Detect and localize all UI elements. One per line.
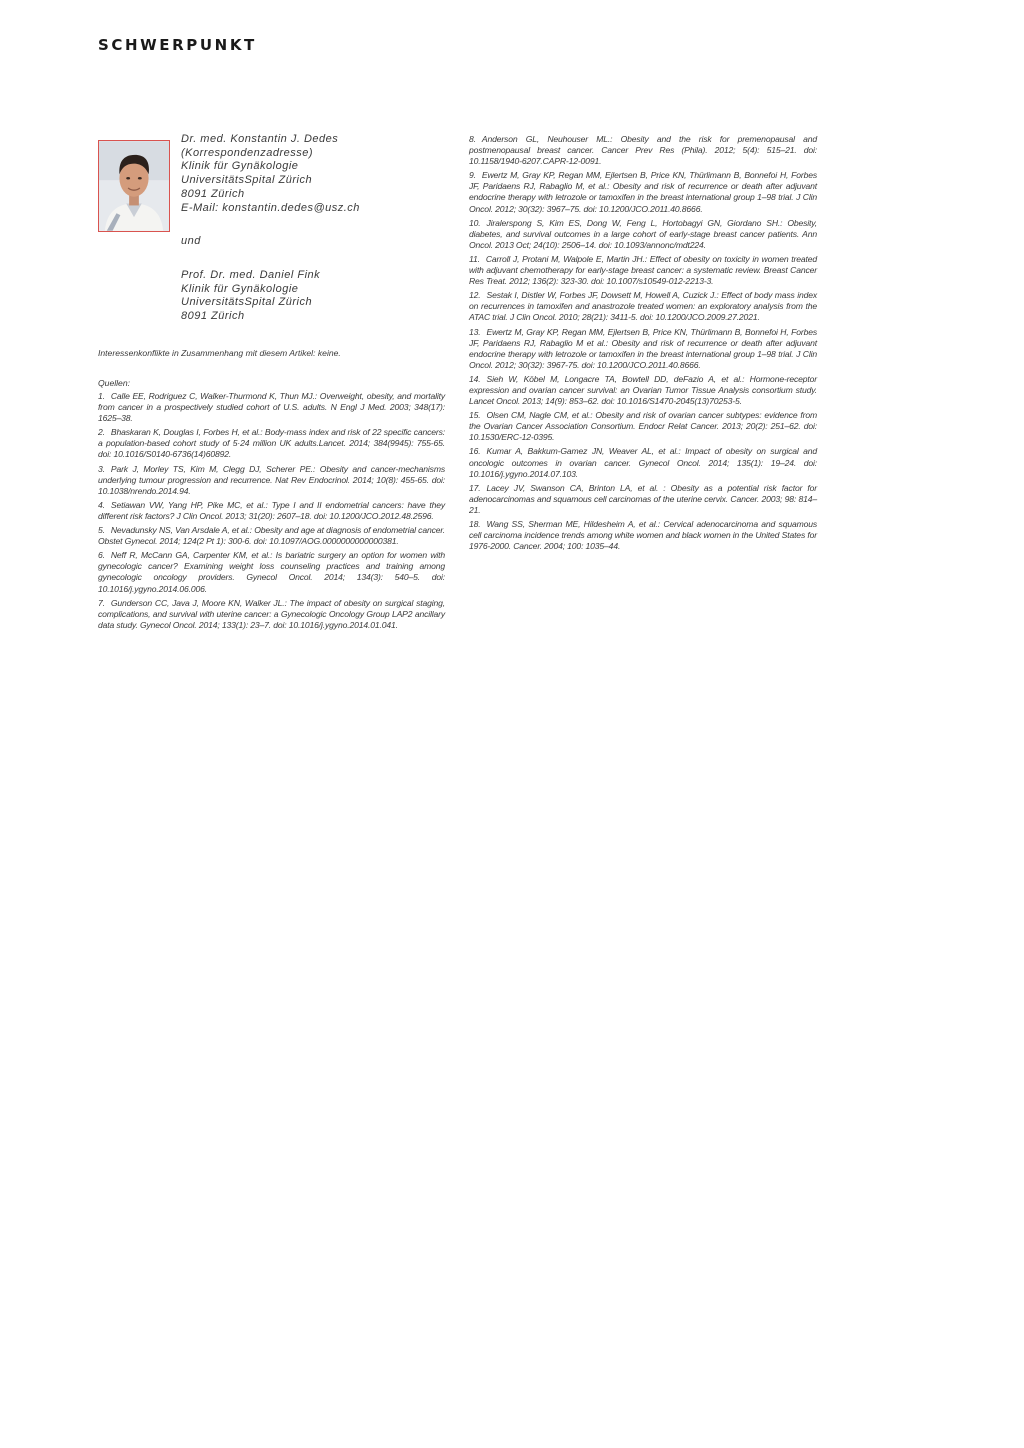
conjunction: und bbox=[181, 235, 201, 248]
reference-number: 3. bbox=[98, 463, 105, 474]
reference-text: Jiralerspong S, Kim ES, Dong W, Feng L, Hortobagyi GN, Giordano SH.: Obesity, diabetes, and survival outcomes in a large cohort of early-stage breast cancer patients. Ann Oncol. 2013 Oct; 24(10): 2506–14. doi: 10.1093/annonc/mdt224. bbox=[469, 217, 817, 250]
references-right-column bbox=[469, 134, 817, 555]
reference-text: Sieh W, Köbel M, Longacre TA, Bowtell DD, deFazio A, et al.: Hormone-receptor expression and ovarian cancer survival: an Ovarian Tumor Tissue Analysis consortium study. Lancet Oncol. 2013; 14(9): 853–62. doi: 10.1016/S1470-2045(13)70253-5. bbox=[469, 373, 817, 407]
reference-item bbox=[469, 254, 817, 287]
reference-item bbox=[469, 519, 817, 552]
reference-text: Sestak I, Distler W, Forbes JF, Dowsett M, Howell A, Cuzick J.: Effect of body mass index on recurrences in tamoxifen and anastrozole treated women: an exploratory analysis from the ATAC trial. J Clin Oncol. 2010; 28(21): 3411-5. doi: 10.1200/JCO.2009.27.2021. bbox=[469, 290, 817, 323]
reference-item bbox=[98, 598, 445, 631]
reference-number: 5. bbox=[98, 525, 105, 536]
reference-number: 18. bbox=[469, 519, 481, 529]
reference-item bbox=[469, 374, 817, 407]
reference-text: Wang SS, Sherman ME, Hildesheim A, et al.: Cervical adenocarcinoma and squamous cell carcinoma incidence trends among white women and black women in the United States for 1976-2000. Cancer. 2004; 100: 1035–44. bbox=[469, 519, 817, 552]
reference-item bbox=[469, 327, 817, 371]
reference-item bbox=[469, 134, 817, 167]
reference-number: 10. bbox=[469, 217, 481, 228]
section-header: SCHWERPUNKT bbox=[98, 36, 257, 54]
reference-item bbox=[98, 391, 445, 424]
reference-text: Setiawan VW, Yang HP, Pike MC, et al.: Type I and II endometrial cancers: have they different risk factors? J Clin Oncol. 2013; 31(20): 2607–18. doi: 10.1200/JCO.2012.48.2596. bbox=[98, 499, 445, 521]
author-block bbox=[181, 133, 451, 324]
author1-line: (Korrespondenzadresse) bbox=[181, 146, 314, 159]
reference-text: Olsen CM, Nagle CM, et al.: Obesity and risk of ovarian cancer subtypes: evidence from the Ovarian Cancer Association Consortium. Endocr Relat Cancer. 2013; 20(2): 251–62. doi: 10.1530/ERC-12-0395. bbox=[469, 410, 817, 443]
reference-number: 8. bbox=[469, 134, 476, 144]
reference-number: 4. bbox=[98, 499, 105, 510]
references-left-column bbox=[98, 378, 445, 634]
reference-item bbox=[98, 550, 445, 594]
reference-number: 1. bbox=[98, 391, 105, 401]
reference-text: Ewertz M, Gray KP, Regan MM, Ejlertsen B, Price KN, Thürlimann B, Bonnefoi H, Forbes JF, Paridaens RJ, Rabaglio M et al.: Obesity and risk of recurrence or death after adjuvant endocrine therapy with letrozole or tamoxifen in the breast international group 1–98 trial. J Clin Oncol. 2012; 30(32): 3967-75. doi: 10.1200/JCO.2011.40.8666. bbox=[469, 326, 817, 370]
reference-number: 6. bbox=[98, 550, 105, 561]
portrait-image bbox=[99, 141, 169, 231]
author-photo bbox=[98, 140, 170, 232]
conflict-of-interest: Interessenkonflikte in Zusammenhang mit diesem Artikel: keine. bbox=[98, 348, 341, 358]
reference-item bbox=[469, 410, 817, 443]
reference-text: Ewertz M, Gray KP, Regan MM, Ejlertsen B, Price KN, Thürlimann B, Bonnefoi H, Forbes JF, Paridaens RJ, Rabaglio M, et al.: Obesity and risk of recurrence or death after adjuvant endocrine therapy with letrozole or tamoxifen in the breast international group 1–98 trial. J Clin Oncol. 2012; 30(32): 3967–75. doi: 10.1200/JCO.2011.40.8666. bbox=[469, 170, 817, 214]
author2-line: 8091 Zürich bbox=[181, 310, 245, 323]
reference-text: Anderson GL, Neuhouser ML.: Obesity and the risk for premenopausal and postmenopausal breast cancer. Cancer Prev Res (Phila). 2012; 5(4): 515–21. doi: 10.1158/1940-6207.CAPR-12-0091. bbox=[469, 134, 817, 167]
author1-line: UniversitätsSpital Zürich bbox=[181, 174, 313, 187]
author2-line: Klinik für Gynäkologie bbox=[181, 282, 299, 295]
reference-number: 15. bbox=[469, 410, 481, 421]
reference-item bbox=[469, 446, 817, 479]
reference-item bbox=[98, 525, 445, 547]
reference-text: Calle EE, Rodriguez C, Walker-Thurmond K, Thun MJ.: Overweight, obesity, and mortality from cancer in a prospectively studied cohort of U.S. adults. N Engl J Med. 2003; 348(17): 1625–38. bbox=[98, 391, 445, 424]
reference-text: Gunderson CC, Java J, Moore KN, Walker JL.: The impact of obesity on surgical staging, complications, and survival with uterine cancer: a Gynecologic Oncology Group LAP2 ancillary data study. Gynecol Oncol. 2014; 133(1): 23–7. doi: 10.1016/j.ygyno.2014.01.041. bbox=[98, 597, 445, 630]
author2-line: UniversitätsSpital Zürich bbox=[181, 296, 313, 309]
author1-line: Klinik für Gynäkologie bbox=[181, 160, 299, 173]
reference-text: Neff R, McCann GA, Carpenter KM, et al.: Is bariatric surgery an option for women with gynecologic cancer? Examining weight loss counseling practices and training among gynecologic oncology providers. Gynecol Oncol. 2014; 134(3): 540–5. doi: 10.1016/j.ygyno.2014.06.006. bbox=[98, 550, 445, 594]
reference-text: Lacey JV, Swanson CA, Brinton LA, et al. : Obesity as a potential risk factor for adenocarcinomas and squamous cell carcinomas of the uterine cervix. Cancer. 2003; 98: 814–21. bbox=[469, 482, 817, 515]
reference-number: 13. bbox=[469, 326, 481, 337]
reference-item bbox=[469, 483, 817, 516]
reference-number: 14. bbox=[469, 373, 481, 384]
reference-item bbox=[98, 427, 445, 460]
reference-item bbox=[469, 290, 817, 323]
reference-number: 17. bbox=[469, 482, 481, 493]
author1-name: Dr. med. Konstantin J. Dedes bbox=[181, 133, 339, 145]
reference-text: Park J, Morley TS, Kim M, Clegg DJ, Scherer PE.: Obesity and cancer-mechanisms underlying tumour progression and recurrence. Nat Rev Endocrinol. 2014; 10(8): 455-65. doi: 10.1038/nrendo.2014.94. bbox=[98, 463, 445, 496]
reference-item bbox=[98, 500, 445, 522]
reference-number: 7. bbox=[98, 597, 105, 608]
reference-item bbox=[98, 464, 445, 497]
reference-number: 9. bbox=[469, 170, 476, 181]
reference-number: 11. bbox=[469, 253, 480, 264]
sources-label: Quellen: bbox=[98, 378, 131, 388]
reference-number: 12. bbox=[469, 290, 481, 301]
author1-email: E-Mail: konstantin.dedes@usz.ch bbox=[181, 201, 360, 214]
reference-number: 2. bbox=[98, 427, 105, 438]
author2-name: Prof. Dr. med. Daniel Fink bbox=[181, 268, 321, 281]
reference-text: Kumar A, Bakkum-Gamez JN, Weaver AL, et al.: Impact of obesity on surgical and oncologic outcomes in ovarian cancer. Gynecol Oncol. 2014; 135(1): 19–24. doi: 10.1016/j.ygyno.2014.07.103. bbox=[469, 446, 817, 479]
author1-line: 8091 Zürich bbox=[181, 187, 245, 200]
reference-text: Carroll J, Protani M, Walpole E, Martin JH.: Effect of obesity on toxicity in women treated with adjuvant chemotherapy for early-stage breast cancer: a systematic review. Breast Cancer Res Treat. 2012; 136(2): 323-30. doi: 10.1007/s10549-012-2213-3. bbox=[469, 253, 817, 287]
reference-item bbox=[469, 218, 817, 251]
reference-text: Bhaskaran K, Douglas I, Forbes H, et al.: Body-mass index and risk of 22 specific cancers: a population-based cohort study of 5·24 million UK adults.Lancet. 2014; 384(9945): 755-65. doi: 10.1016/S0140-6736(14)60892. bbox=[98, 427, 445, 460]
reference-text: Nevadunsky NS, Van Arsdale A, et al.: Obesity and age at diagnosis of endometrial cancer. Obstet Gynecol. 2014; 124(2 Pt 1): 300-6. doi: 10.1097/AOG.0000000000000381. bbox=[98, 525, 445, 547]
reference-number: 16. bbox=[469, 446, 481, 457]
reference-item bbox=[469, 170, 817, 214]
